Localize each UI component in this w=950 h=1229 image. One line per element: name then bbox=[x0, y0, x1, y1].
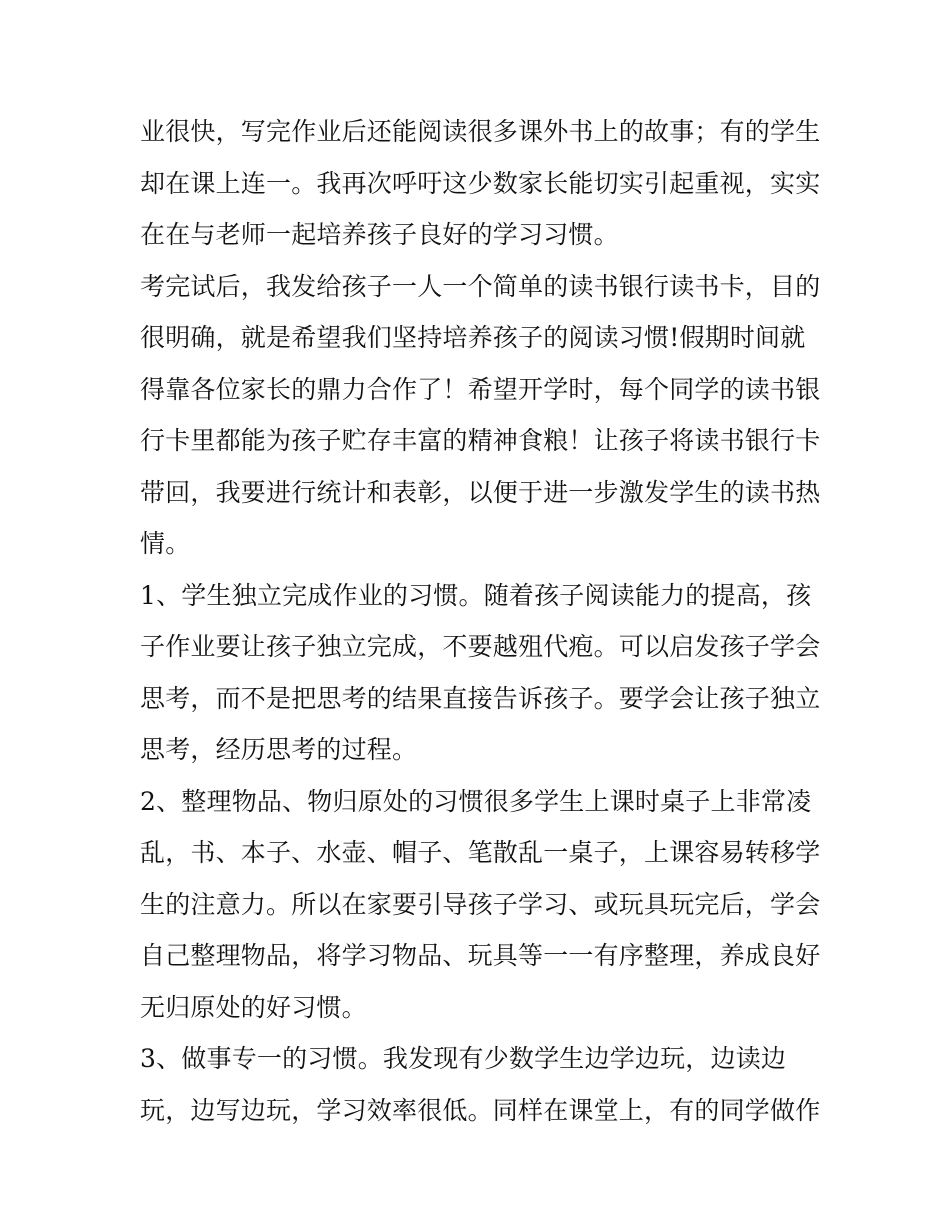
paragraph-1 bbox=[140, 106, 830, 261]
text-line: 行卡里都能为孩子贮存丰富的精神食粮！让孩子将读书银行卡 bbox=[140, 426, 821, 455]
document-body bbox=[140, 106, 830, 1136]
paragraph-4 bbox=[140, 776, 830, 1034]
text-line: 3、做事专一的习惯。我发现有少数学生边学边玩，边读边 bbox=[140, 1044, 787, 1073]
text-line: 自己整理物品，将学习物品、玩具等一一有序整理，养成良好 bbox=[140, 941, 821, 970]
paragraph-3 bbox=[140, 570, 830, 776]
text-line: 思考，经历思考的过程。 bbox=[140, 735, 418, 764]
text-line: 玩，边写边玩，学习效率很低。同样在课堂上，有的同学做作 bbox=[140, 1095, 821, 1125]
text-line: 生的注意力。所以在家要引导孩子学习、或玩具玩完后，学会 bbox=[140, 889, 821, 919]
text-line: 在在与老师一起培养孩子良好的学习习惯。 bbox=[140, 220, 619, 249]
text-line: 很明确，就是希望我们坚持培养孩子的阅读习惯!假期时间就 bbox=[140, 323, 806, 352]
paragraph-2 bbox=[140, 261, 830, 570]
text-line: 2、整理物品、物归原处的习惯很多学生上课时桌子上非常凌 bbox=[140, 786, 812, 816]
paragraph-5 bbox=[140, 1033, 830, 1136]
text-line: 子作业要让孩子独立完成，不要越殂代疱。可以启发孩子学会 bbox=[140, 632, 821, 661]
text-line: 业很快，写完作业后还能阅读很多课外书上的故事；有的学生 bbox=[140, 117, 821, 146]
text-line: 无归原处的好习惯。 bbox=[140, 992, 367, 1022]
text-line: 却在课上连一。我再次呼吁这少数家长能切实引起重视，实实 bbox=[140, 168, 821, 198]
text-line: 乱，书、本子、水壶、帽子、笔散乱一桌子，上课容易转移学 bbox=[140, 838, 821, 867]
text-line: 情。 bbox=[140, 529, 191, 558]
text-line: 带回，我要进行统计和表彰，以便于进一步激发学生的读书热 bbox=[140, 477, 821, 507]
text-line: 思考，而不是把思考的结果直接告诉孩子。要学会让孩子独立 bbox=[140, 683, 821, 713]
text-line: 得靠各位家长的鼎力合作了！希望开学时，每个同学的读书银 bbox=[140, 374, 821, 404]
text-line: 1、学生独立完成作业的习惯。随着孩子阅读能力的提高，孩 bbox=[140, 580, 812, 610]
text-line: 考完试后，我发给孩子一人一个简单的读书银行读书卡，目的 bbox=[140, 271, 821, 301]
